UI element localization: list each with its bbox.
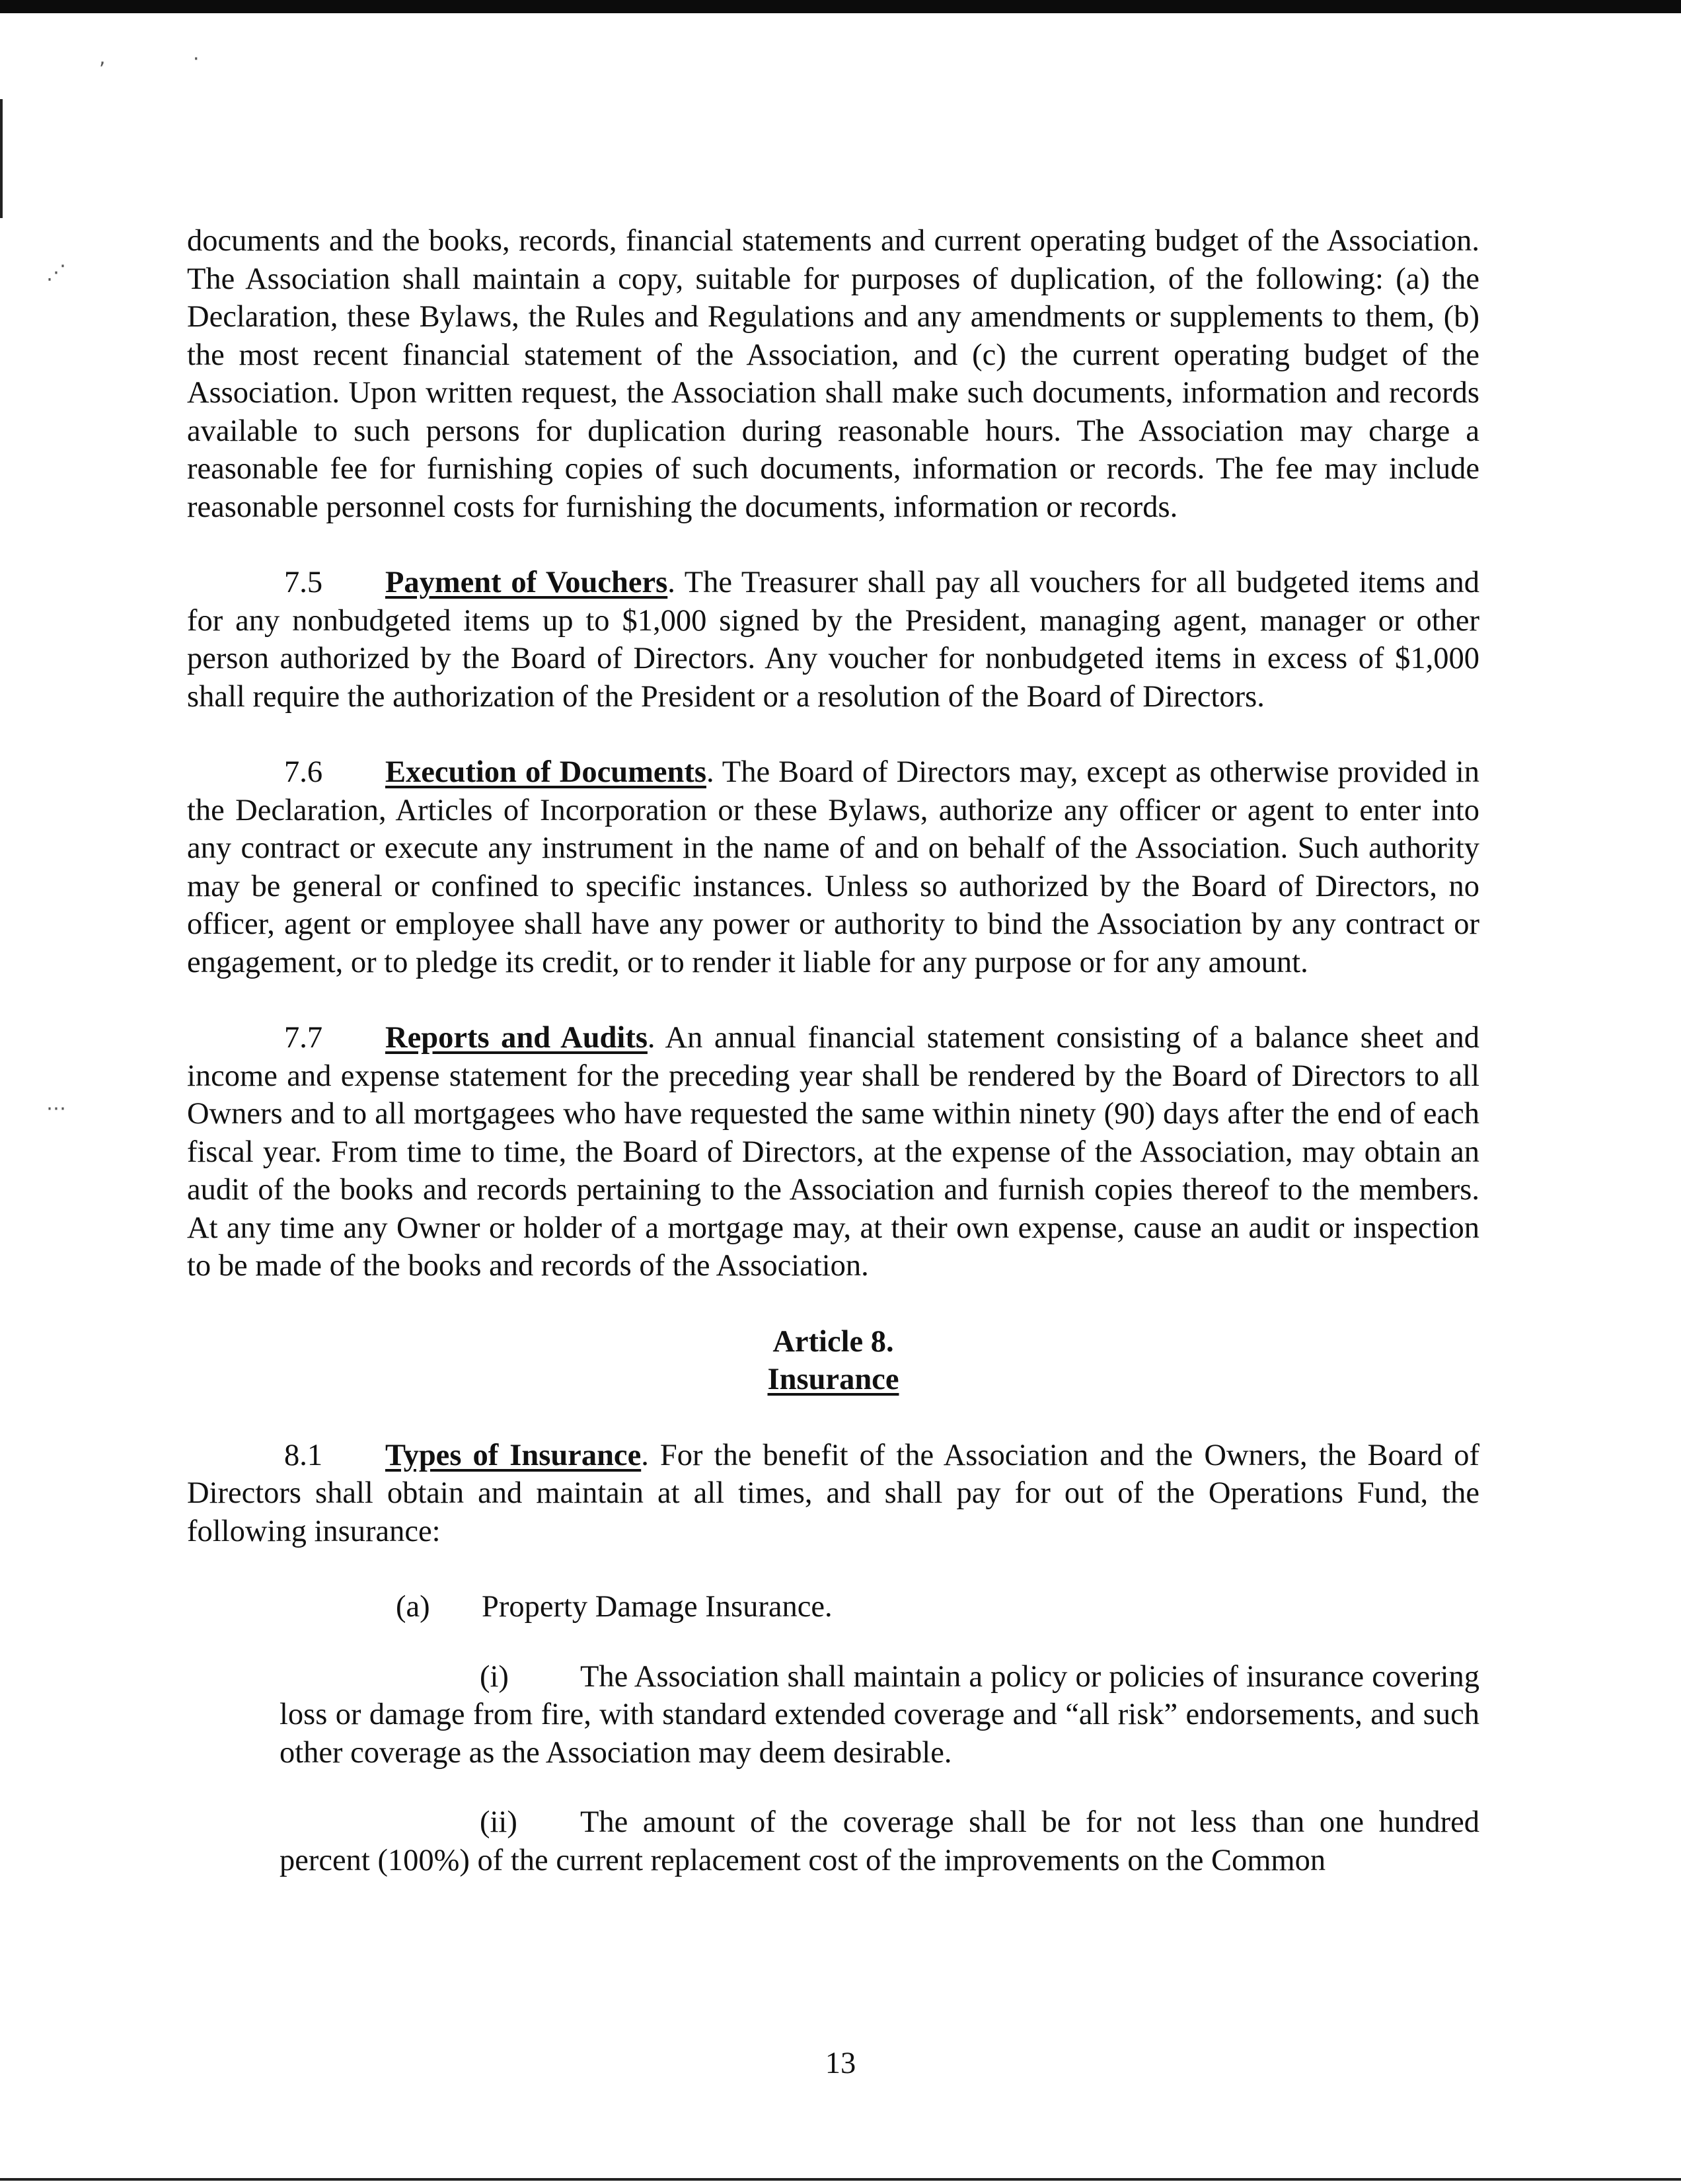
section-body: . For the benefit of the Association and the Owners, the Board of Directors shall obtain and maintain at all times, and shall pay for out of the Operations Fund, the following insurance: (187, 1438, 1479, 1548)
intro-paragraph: documents and the books, records, financial statements and current operating budget of the Association. The Association shall maintain a copy, suitable for purposes of duplication, of the following: (a) the Declaration, these Bylaws, the Rules and Regulations and any amendments or supplements to them, (b) the most recent financial statement of the Association, and (c) the current operating budget of the Association. Upon written request, the Association shall make such documents, information and records available to such persons for duplication during reasonable hours. The Association may charge a reasonable fee for furnishing copies of such documents, information or records. The fee may include reasonable personnel costs for furnishing the documents, information or records. (187, 224, 1479, 524)
article-title-text: Insurance (767, 1363, 899, 1396)
scan-artifact-mark: ⋯ (46, 1097, 66, 1120)
clause-text: The amount of the coverage shall be for not less than one hundred percent (100%) of the current replacement cost of the improvements on the Common (280, 1805, 1479, 1877)
scan-left-edge (0, 99, 3, 218)
subsection-label: (a) (396, 1590, 430, 1624)
clause-text: The Association shall maintain a policy or policies of insurance covering loss or damage from fire, with standard extended coverage and “all risk” endorsements, and such other coverage as the Association may deem desirable. (280, 1659, 1479, 1770)
section-7-7 (187, 1019, 1479, 1285)
section-heading: Execution of Documents (385, 755, 706, 789)
section-body: . The Treasurer shall pay all vouchers for all budgeted items and for any nonbudgeted items up to $1,000 signed by the President, managing agent, manager or other person authorized by the Board of Directors. Any voucher for nonbudgeted items in excess of $1,000 shall require the authorization of the President or a resolution of the Board of Directors. (187, 566, 1479, 714)
section-8-1 (187, 1437, 1479, 1551)
section-number: 8.1 (284, 1438, 323, 1472)
scan-artifact-mark: ⋰ (46, 261, 66, 284)
scan-bottom-border (0, 2178, 1681, 2181)
clause-i (187, 1658, 1479, 1772)
section-body: . The Board of Directors may, except as otherwise provided in the Declaration, Articles of Incorporation or these Bylaws, authorize any officer or agent to enter into any contract or execute any instrument in the name of and on behalf of the Association. Such authority may be general or confined to specific instances. Unless so authorized by the Board of Directors, no officer, agent or employee shall have any power or authority to bind the Association by any contract or engagement, or to pledge its credit, or to render it liable for any purpose or for any amount. (187, 755, 1479, 979)
scan-top-border (0, 0, 1681, 13)
section-number: 7.7 (284, 1021, 323, 1055)
subsection-a (187, 1588, 1479, 1626)
section-number: 7.6 (284, 755, 323, 789)
article-number: Article 8. (772, 1324, 894, 1359)
document-page (187, 222, 1479, 1879)
scan-artifact-mark: · (193, 48, 200, 71)
clause-ii (187, 1803, 1479, 1879)
clause-label: (ii) (480, 1805, 517, 1839)
section-number: 7.5 (284, 566, 323, 599)
article-heading (187, 1323, 1479, 1399)
clause-label: (i) (480, 1659, 509, 1694)
section-heading: Reports and Audits (385, 1021, 648, 1055)
section-7-6 (187, 753, 1479, 981)
section-heading: Types of Insurance (385, 1438, 642, 1472)
page-number: 13 (825, 2047, 856, 2080)
scan-artifact-mark: , (99, 46, 106, 69)
article-title (187, 1361, 1479, 1399)
subsection-text: Property Damage Insurance. (482, 1590, 833, 1624)
section-body: . An annual financial statement consisting of a balance sheet and income and expense statement for the preceding year shall be rendered by the Board of Directors to all Owners and to all mortgagees who have requested the same within ninety (90) days after the end of each fiscal year. From time to time, the Board of Directors, at the expense of the Association, may obtain an audit of the books and records pertaining to the Association and furnish copies thereof to the members. At any time any Owner or holder of a mortgage may, at their own expense, cause an audit or inspection to be made of the books and records of the Association. (187, 1021, 1479, 1283)
section-heading: Payment of Vouchers (385, 566, 668, 599)
section-7-5 (187, 564, 1479, 716)
